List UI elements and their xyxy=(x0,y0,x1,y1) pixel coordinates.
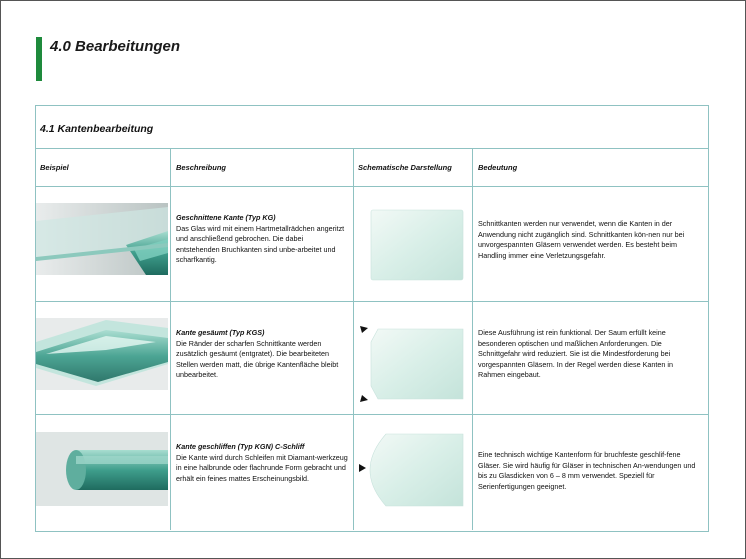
row-2-meaning: Diese Ausführung ist rein funktional. Der Saum erfüllt keine besonderen optischen und maßlichen Anforderungen. Die Schnittgefahr wird reduziert. Sie ist die Mindestforderung bei vorgespannten Gläsern. In der Regel werden diese Kanten in Rahmen eingebaut. xyxy=(478,328,673,380)
photo-seamed-edge xyxy=(36,318,168,390)
ground-arrow xyxy=(359,464,366,472)
schematic-seamed-edge xyxy=(356,320,472,410)
photo-ground-edge xyxy=(36,432,168,506)
table-col-divider xyxy=(353,148,354,530)
header-meaning: Bedeutung xyxy=(478,163,518,172)
row-2-text: Die Ränder der scharfen Schnittkante werden zusätzlich gesäumt (entgratet). Die bearbeiteten Stellen werden matt, die übrige Kantenfläche bleibt unbearbeitet. xyxy=(176,338,339,380)
header-example: Beispiel xyxy=(40,163,69,172)
header-description: Beschreibung xyxy=(176,163,227,172)
schematic-cut-edge xyxy=(356,201,472,291)
section-title: 4.1 Kantenbearbeitung xyxy=(40,123,154,135)
chapter-accent-bar xyxy=(36,37,42,81)
chapter-title: 4.0 Bearbeitungen xyxy=(50,38,181,55)
row-1-title: Geschnittene Kante (Typ KG) xyxy=(176,213,276,222)
row-3-title: Kante geschliffen (Typ KGN) C-Schliff xyxy=(176,442,305,451)
row-3-description xyxy=(176,442,348,484)
seam-arrow-top xyxy=(360,326,368,333)
header-schematic: Schematische Darstellung xyxy=(358,163,452,172)
row-3-text: Die Kante wird durch Schleifen mit Diamant-werkzeug in eine halbrunde oder flachrunde Form gebracht und erhält ein feines mattes Erscheinungsbild. xyxy=(176,452,348,483)
row-1-meaning: Schnittkanten werden nur verwendet, wenn die Kanten in der Anwendung nicht zugänglich sind. Schnittkanten kön-nen nur bei unvorgespannten Gläsern verwendet werden. Es besteht beim Handling immer eine Verletzungsgefahr. xyxy=(478,219,685,260)
row-1-description xyxy=(176,213,348,266)
table-rule xyxy=(35,186,708,187)
photo-cut-edge xyxy=(36,203,168,275)
row-2-title: Kante gesäumt (Typ KGS) xyxy=(176,328,265,337)
table-col-divider xyxy=(170,148,171,530)
row-2-description xyxy=(176,328,348,381)
row-3-meaning: Eine technisch wichtige Kantenform für bruchfeste geschlif-fene Gläser. Sie wird häufig für Gläser in technischen An-wendungen und bis zu Glasdicken von 6 – 8 mm verwendet. Speziell für Serienfertigungen geeignet. xyxy=(478,450,696,491)
table-rule xyxy=(35,148,708,149)
row-1-text: Das Glas wird mit einem Hartmetallrädchen angeritzt und anschließend gebrochen. Die dabei entstehenden Bruchkanten sind unbe-arbeitet und scharfkantig. xyxy=(176,223,345,265)
table-rule xyxy=(35,301,708,302)
schematic-ground-edge xyxy=(356,426,472,516)
table-rule xyxy=(35,414,708,415)
seam-arrow-bottom xyxy=(360,395,368,402)
table-col-divider xyxy=(472,148,473,530)
